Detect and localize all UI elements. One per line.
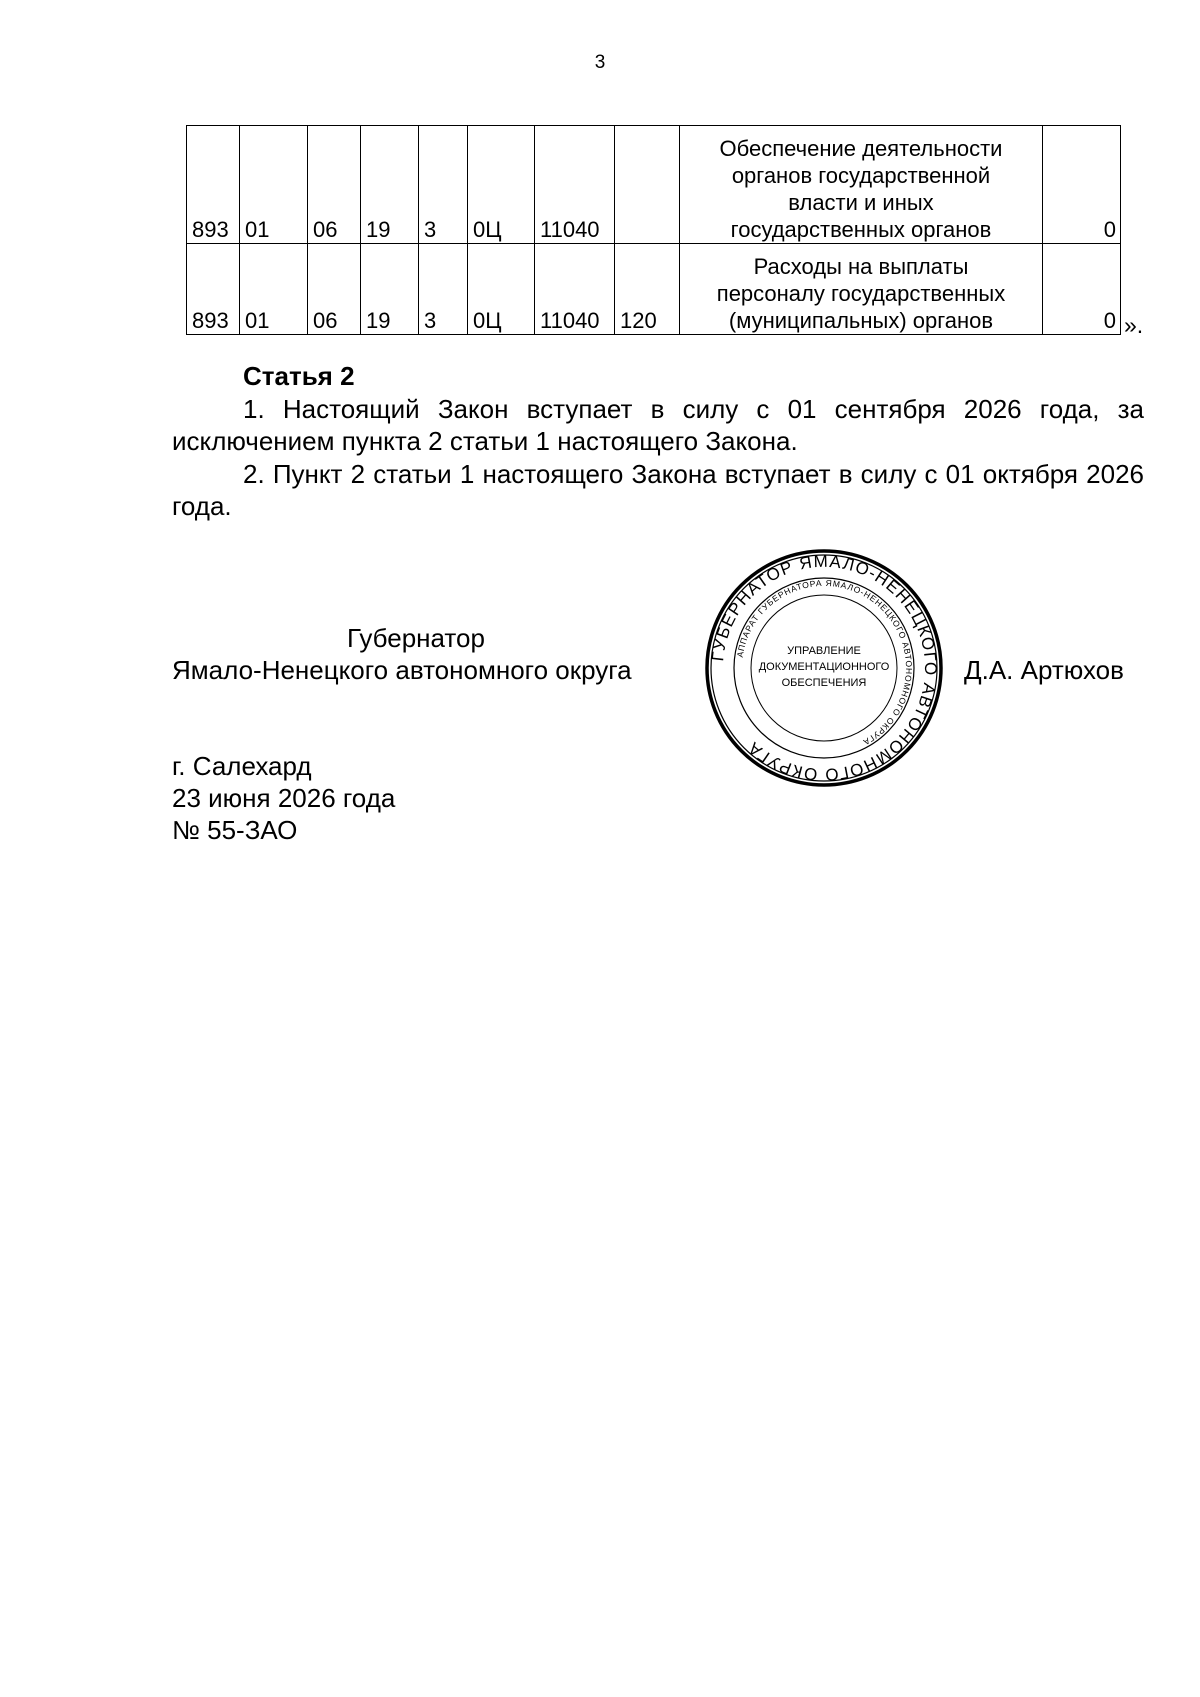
table-cell-amount: 0 [1043,126,1121,244]
seal-center-line-3: ОБЕСПЕЧЕНИЯ [781,677,867,689]
signatory-name: Д.А. Артюхов [964,655,1124,685]
table-cell-direction: 0Ц [468,126,535,244]
table-cell-subsection: 06 [308,126,361,244]
signing-details [172,750,395,846]
table-cell-description: Обеспечение деятельности органов государственной власти и иных государственных органов [680,126,1043,244]
seal-inner-text: АППАРАТ ГУБЕРНАТОРА ЯМАЛО-НЕНЕЦКОГО АВТОНОМНОГО ОКРУГА [734,577,915,748]
law-number: № 55-ЗАО [172,815,298,845]
article-paragraph-2: 2. Пункт 2 статьи 1 настоящего Закона вступает в силу с 01 октября 2026 года. [172,459,1144,521]
signing-date: 23 июня 2026 года [172,783,396,813]
article-title: Статья 2 [243,361,355,391]
closing-quote: ». [1124,312,1144,338]
seal-center-line-2: ДОКУМЕНТАЦИОННОГО [758,661,890,673]
seal-center-line-1: УПРАВЛЕНИЕ [787,645,861,657]
signing-place: г. Салехард [172,751,312,781]
official-seal [704,548,944,788]
table-cell-admin-code: 893 [187,244,240,335]
table-cell-subprogram: 3 [419,244,468,335]
table-cell-section: 01 [240,244,308,335]
page-number: 3 [594,52,606,73]
table-cell-program: 19 [361,126,419,244]
table-cell-direction: 0Ц [468,244,535,335]
table-cell-expense-type [615,126,680,244]
table-cell-section: 01 [240,126,308,244]
signatory-title: Губернатор [347,623,485,653]
table-cell-program: 19 [361,244,419,335]
table-cell-admin-code: 893 [187,126,240,244]
table-cell-expense-type: 120 [615,244,680,335]
table-row [187,244,1121,335]
table-cell-subprogram: 3 [419,126,468,244]
table-cell-expense-code: 11040 [535,126,615,244]
article-paragraph-1: 1. Настоящий Закон вступает в силу с 01 сентября 2026 года, за исключением пункта 2 статьи 1 настоящего Закона. [172,394,1144,456]
signatory-region: Ямало-Ненецкого автономного округа [172,655,632,685]
table-cell-description: Расходы на выплаты персоналу государственных (муниципальных) органов [680,244,1043,335]
table-cell-amount: 0 [1043,244,1121,335]
table-row [187,126,1121,244]
seal-outer-text: ГУБЕРНАТОР ЯМАЛО-НЕНЕЦКОГО АВТОНОМНОГО ОКРУГА [708,551,941,785]
budget-table [186,125,1121,335]
table-cell-expense-code: 11040 [535,244,615,335]
table-cell-subsection: 06 [308,244,361,335]
